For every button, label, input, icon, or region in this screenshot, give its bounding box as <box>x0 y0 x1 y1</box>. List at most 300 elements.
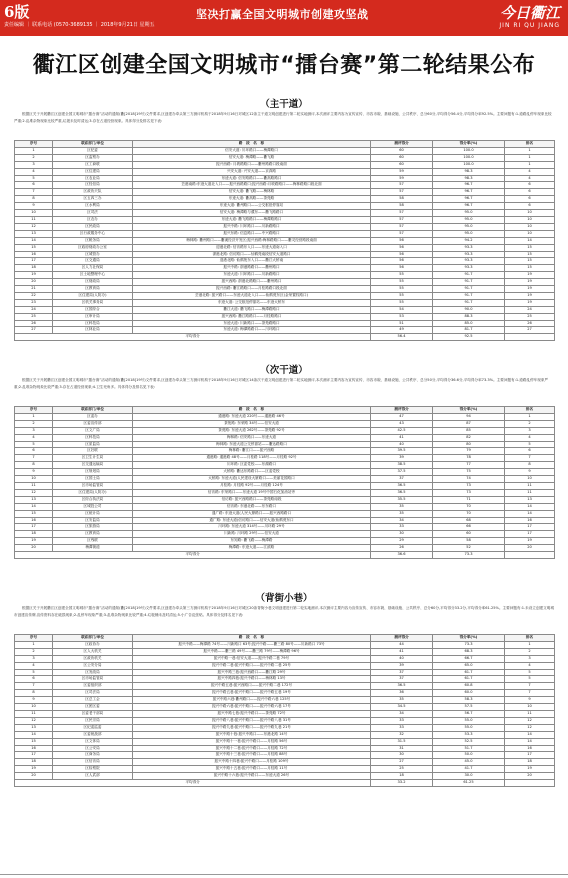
col-score: 47 <box>371 413 433 420</box>
col-rank: 14 <box>505 731 555 738</box>
col-index: 1 <box>15 641 53 648</box>
table-row <box>15 717 555 724</box>
section-intro-back-streets: 根据区关于开展衢江区创建全国文明城市“擂台赛”活动的通知(衢[2018]19号)文件要求,区创建办牵头第三方测评机构于2018年9月16日对城区20条背街小巷文明创建进行第二轮实地测评,本次测评主要内容为宣传宣传、市容市貌、基础设施、公共秩序、总分60分,平均得分33.2分,平均得分率61.25%。主要问题有:1.未设立创建文明城市创建宣传牌,宣传资料存在破损现象;2.乱停车现象严重;3.乱堆杂物现象比较严重;4.垃圾桶未及时清运;5.小广告乱张贴。具体得分及排名见下表: <box>14 606 554 617</box>
col-road: 迎港北路: 信访路东入口——东迹大道南入口 <box>133 244 371 251</box>
col-unit: 区公安局 <box>53 745 133 752</box>
col-road: 芸港南路:东迹大道北入口——振兴西路路口;振兴西路:月坡路路口——梅林路路口段北面 <box>133 182 371 189</box>
col-index: 7 <box>15 455 53 462</box>
col-index: 2 <box>15 648 53 655</box>
col-unit: 区综合执法局 <box>53 496 133 503</box>
average-rank-empty <box>505 552 555 559</box>
col-rate: 41.7 <box>433 766 505 773</box>
col-road: 信访路: 东港北路——东东路口 <box>133 503 371 510</box>
table-row <box>15 147 555 154</box>
col-rate: 52 <box>433 545 505 552</box>
col-rank: 3 <box>505 655 555 662</box>
average-score: 33.2 <box>371 780 433 787</box>
header-col-unit: 联系部门/单位 <box>53 635 133 642</box>
table-row <box>15 697 555 704</box>
col-rate: 81.7 <box>433 327 505 334</box>
col-index: 14 <box>15 731 53 738</box>
col-score: 37.5 <box>371 469 433 476</box>
col-unit: 区园综合 <box>53 306 133 313</box>
col-road: 茶苑路: 东荣路 34号——信安大道 <box>133 420 371 427</box>
col-index: 12 <box>15 489 53 496</box>
table-row <box>15 434 555 441</box>
col-road: 东迹大道: 公交枢纽停靠站——东迹大桥东 <box>133 299 371 306</box>
table-row <box>15 704 555 711</box>
col-index: 12 <box>15 223 53 230</box>
average-rank-empty <box>505 780 555 787</box>
col-rate: 95.0 <box>433 223 505 230</box>
col-rate: 66 <box>433 524 505 531</box>
col-unit: 梅潭街道 <box>53 545 133 552</box>
bottom-rule <box>0 874 568 875</box>
col-unit: 区政府财政办公室 <box>53 244 133 251</box>
col-index: 17 <box>15 524 53 531</box>
col-road: 振兴中路七巷:振兴中路口——茶苑路 72号 <box>133 710 371 717</box>
col-unit: 区妇联 <box>53 448 133 455</box>
col-rate: 93.3 <box>433 265 505 272</box>
col-index: 18 <box>15 531 53 538</box>
col-rank: 25 <box>505 313 555 320</box>
table-row <box>15 524 555 531</box>
table-row <box>15 203 555 210</box>
col-index: 5 <box>15 441 53 448</box>
col-rank: 7 <box>505 683 555 690</box>
col-road: 衢江大道: 衢飞路口——梅潭路路口 <box>133 306 371 313</box>
col-score: 41 <box>371 434 433 441</box>
col-unit: 区城投公司 <box>53 503 133 510</box>
col-score: 60 <box>371 161 433 168</box>
col-rank: 6 <box>505 189 555 196</box>
col-score: 18 <box>371 773 433 780</box>
col-rate: 78 <box>433 455 505 462</box>
col-unit: 区国土局 <box>53 476 133 483</box>
col-index: 4 <box>15 434 53 441</box>
col-index: 18 <box>15 265 53 272</box>
col-score: 33 <box>371 724 433 731</box>
table-row <box>15 462 555 469</box>
col-rate: 96.7 <box>433 189 505 196</box>
col-index: 8 <box>15 690 53 697</box>
col-rank: 14 <box>505 503 555 510</box>
col-rate: 98.3 <box>433 168 505 175</box>
col-rate: 61.7 <box>433 669 505 676</box>
col-unit: 区科技局 <box>53 434 133 441</box>
col-road: 东迹大道: 川新路口——茶苑路路口 <box>133 320 371 327</box>
col-score: 36.5 <box>371 482 433 489</box>
average-label: 平均得分 <box>15 552 371 559</box>
col-rate: 55.0 <box>433 724 505 731</box>
col-score: 55 <box>371 299 433 306</box>
col-rank: 26 <box>505 320 555 327</box>
col-unit: 区总工会 <box>53 697 133 704</box>
col-unit: 区纪委监委 <box>53 724 133 731</box>
col-road: 振兴中路三巷:振兴西路口——衢江路 29号 <box>133 669 371 676</box>
col-rate: 93.3 <box>433 244 505 251</box>
table-row <box>15 230 555 237</box>
average-row <box>15 780 555 787</box>
section-heading-secondary-roads: （次干道） <box>260 365 308 376</box>
col-index: 3 <box>15 161 53 168</box>
col-road: 兴安大道: 兴安大道——京真路 <box>133 168 371 175</box>
col-score: 57 <box>371 223 433 230</box>
table-row <box>15 510 555 517</box>
col-unit: 区监察办 <box>53 154 133 161</box>
col-rate: 90.0 <box>433 306 505 313</box>
col-index: 11 <box>15 710 53 717</box>
col-road: 振兴西路: 衢江路路口——月桂路路口 <box>133 313 371 320</box>
col-index: 9 <box>15 469 53 476</box>
col-rank: 16 <box>505 517 555 524</box>
col-index: 17 <box>15 752 53 759</box>
col-rank: 24 <box>505 306 555 313</box>
header-col-rate: 得分率(%) <box>433 407 505 414</box>
col-rate: 96.7 <box>433 182 505 189</box>
table-row <box>15 168 555 175</box>
table-row <box>15 154 555 161</box>
col-index: 6 <box>15 676 53 683</box>
col-unit: 区审计局 <box>53 313 133 320</box>
header-col-road: 路 段 名 称 <box>133 635 371 642</box>
col-rank: 19 <box>505 299 555 306</box>
col-rate: 60.0 <box>433 690 505 697</box>
col-index: 5 <box>15 669 53 676</box>
table-row <box>15 258 555 265</box>
col-rank: 1 <box>505 147 555 154</box>
header-col-index: 序号 <box>15 407 53 414</box>
col-index: 7 <box>15 683 53 690</box>
col-rate: 58.3 <box>433 697 505 704</box>
table-row <box>15 313 555 320</box>
col-index: 14 <box>15 503 53 510</box>
col-score: 56 <box>371 258 433 265</box>
col-unit: 区规划局 <box>53 469 133 476</box>
col-index: 14 <box>15 237 53 244</box>
col-index: 20 <box>15 773 53 780</box>
col-rank: 20 <box>505 545 555 552</box>
col-rank: 10 <box>505 216 555 223</box>
col-road: 信访路: 东荣路口——东迹大道 19号中国石化加油站旁 <box>133 489 371 496</box>
table-row <box>15 237 555 244</box>
col-score: 39 <box>371 455 433 462</box>
col-road: 梅林路: 东迹大道公交停靠站——衢达路路口 <box>133 441 371 448</box>
col-road: 振兴中路十四巷:振兴中路口——月桂路 109号 <box>133 759 371 766</box>
col-road: 信安大道: 衢飞路——梅林路 <box>133 189 371 196</box>
table-row <box>15 482 555 489</box>
header-col-index: 序号 <box>15 141 53 148</box>
col-unit: 区政协办 <box>53 641 133 648</box>
header-col-rank: 排名 <box>505 407 555 414</box>
col-unit: 区纪委 <box>53 147 133 154</box>
col-rate: 96.7 <box>433 196 505 203</box>
col-unit: 区土地整理中心 <box>53 272 133 279</box>
col-rank: 2 <box>505 420 555 427</box>
col-road: 信访路: 振兴西路路口——茶苑路南段 <box>133 496 371 503</box>
col-road: 信安大道: 梅潭路与濮东——衢飞路路口 <box>133 210 371 217</box>
col-rate: 91.7 <box>433 299 505 306</box>
col-index: 3 <box>15 427 53 434</box>
col-unit: 区委组织部 <box>53 683 133 690</box>
score-table-secondary-roads <box>14 406 555 559</box>
col-rate: 95.0 <box>433 210 505 217</box>
col-rank: 3 <box>505 427 555 434</box>
col-unit: 区人大机关 <box>53 648 133 655</box>
col-rank: 18 <box>505 759 555 766</box>
col-score: 51 <box>371 320 433 327</box>
col-rank: 4 <box>505 434 555 441</box>
col-index: 9 <box>15 697 53 704</box>
col-unit: 区住建局(人防办) <box>53 489 133 496</box>
header-col-rate: 得分率(%) <box>433 141 505 148</box>
col-score: 56 <box>371 237 433 244</box>
col-rank: 6 <box>505 448 555 455</box>
table-row <box>15 648 555 655</box>
col-road: 振兴中路十三巷:振兴中路口——月桂路 88号 <box>133 752 371 759</box>
col-index: 5 <box>15 175 53 182</box>
col-unit: 区城管办 <box>53 251 133 258</box>
col-road: 信安大道: 梅潭路——衢飞路 <box>133 154 371 161</box>
col-unit: 区交通运输局 <box>53 462 133 469</box>
col-unit: 区人力社保局 <box>53 265 133 272</box>
col-road: 东迹大道: 衢高路——茶苑路 <box>133 196 371 203</box>
table-row <box>15 292 555 299</box>
col-rate: 66.7 <box>433 655 505 662</box>
average-row <box>15 552 555 559</box>
col-score: 25 <box>371 766 433 773</box>
col-road: 月桂路: 月桂路 92号——月桂路 124号 <box>133 482 371 489</box>
col-index: 7 <box>15 189 53 196</box>
col-index: 13 <box>15 496 53 503</box>
average-rank-empty <box>505 334 555 341</box>
col-unit: 区民政局 <box>53 223 133 230</box>
col-rank: 1 <box>505 641 555 648</box>
table-row <box>15 299 555 306</box>
col-road: 东迹大道: 衢飞路路口——梅潭路路口 <box>133 216 371 223</box>
col-road: 振兴中路六巷:振兴中路口——振兴中路六巷 17号 <box>133 704 371 711</box>
col-unit: 区委老干部局 <box>53 710 133 717</box>
col-rate: 57.5 <box>433 704 505 711</box>
col-rate: 60.8 <box>433 683 505 690</box>
table-row <box>15 196 555 203</box>
average-rate: 61.25 <box>433 780 505 787</box>
col-rank: 6 <box>505 196 555 203</box>
col-score: 33 <box>371 717 433 724</box>
col-rate: 95.0 <box>433 230 505 237</box>
col-road: 梅林路: 衢州路口——衢溪经济开发区;振兴西路:梅林路路口——衢灵经营路段南面 <box>133 237 371 244</box>
col-score: 42.5 <box>371 427 433 434</box>
col-score: 40 <box>371 441 433 448</box>
col-road: 梅潭路: 东迹大道——江滨路 <box>133 545 371 552</box>
score-table-main-roads <box>14 140 555 341</box>
col-score: 58 <box>371 203 433 210</box>
col-unit: 区质监局 <box>53 441 133 448</box>
col-rank: 10 <box>505 704 555 711</box>
col-index: 4 <box>15 662 53 669</box>
col-score: 57 <box>371 182 433 189</box>
col-rate: 80 <box>433 441 505 448</box>
col-rank: 17 <box>505 531 555 538</box>
col-index: 19 <box>15 538 53 545</box>
col-score: 41 <box>371 648 433 655</box>
table-row <box>15 210 555 217</box>
col-unit: 区商务局 <box>53 752 133 759</box>
col-road: 振兴中路十一巷:振兴中路口——月桂路 56号 <box>133 738 371 745</box>
col-unit: 区旅游局 <box>53 524 133 531</box>
col-score: 36.5 <box>371 683 433 690</box>
table-row <box>15 455 555 462</box>
col-index: 1 <box>15 147 53 154</box>
col-rank: 13 <box>505 496 555 503</box>
col-rate: 93.3 <box>433 251 505 258</box>
col-road: 振兴西路: 浙港北路路口——衢州路口 <box>133 279 371 286</box>
table-row <box>15 545 555 552</box>
col-rate: 79 <box>433 448 505 455</box>
table-row <box>15 538 555 545</box>
table-row <box>15 320 555 327</box>
col-unit: 区行政服务中心 <box>53 230 133 237</box>
col-road: 振兴中路十六巷:振兴中路口——东迹大道 26号 <box>133 773 371 780</box>
col-rank: 15 <box>505 251 555 258</box>
col-rank: 4 <box>505 175 555 182</box>
col-index: 27 <box>15 327 53 334</box>
col-score: 34 <box>371 517 433 524</box>
section-heading-main-roads: （主干道） <box>260 99 308 110</box>
col-rank: 15 <box>505 265 555 272</box>
table-row <box>15 448 555 455</box>
col-score: 33 <box>371 524 433 531</box>
col-score: 55 <box>371 292 433 299</box>
table-row <box>15 773 555 780</box>
col-unit: 区交通局 <box>53 258 133 265</box>
table-row <box>15 420 555 427</box>
col-score: 39.5 <box>371 448 433 455</box>
header-col-score: 测评得分 <box>371 141 433 148</box>
average-label: 平均得分 <box>15 780 371 787</box>
col-rate: 88.3 <box>433 313 505 320</box>
col-rate: 53.3 <box>433 731 505 738</box>
header-col-unit: 联系部门/单位 <box>53 407 133 414</box>
section-heading-back-streets: （背街小巷） <box>255 593 313 604</box>
col-score: 56 <box>371 244 433 251</box>
header-meta: 责任编辑 ｜ 联系电话 (0570-3689135 ｜ 2018年9月21日 星期五 <box>4 22 155 28</box>
col-score: 32 <box>371 731 433 738</box>
col-unit: 区市场监管局 <box>53 676 133 683</box>
section-intro-secondary-roads: 根据区关于开展衢江区创建全国文明城市“擂台赛”活动的通知(衢[2018]19号)文件要求,区创建办牵头第三方测评机构于2018年9月16日对城区14条次干道文明创建进行第二轮实地测评,本次测评主要内容为宣传宣传、市容市貌、基础设施、公共秩序、总分50分,平均得分36.6分,平均得分率73.3%。主要问题有:1.道路乱停车现象严重;2.乱堆杂物现象比较严重;3.存在占道经营现象;4.卫生死角多。具体得分及排名见下表: <box>14 378 549 389</box>
col-unit: 区民宗局 <box>53 717 133 724</box>
col-unit: 区残联 <box>53 538 133 545</box>
col-rank: 9 <box>505 697 555 704</box>
table-row <box>15 738 555 745</box>
table-row <box>15 731 555 738</box>
header-col-rank: 排名 <box>505 141 555 148</box>
col-rate: 87 <box>433 420 505 427</box>
col-rank: 27 <box>505 327 555 334</box>
col-rate: 58 <box>433 538 505 545</box>
col-index: 18 <box>15 759 53 766</box>
col-index: 25 <box>15 313 53 320</box>
col-rate: 82 <box>433 434 505 441</box>
col-index: 17 <box>15 258 53 265</box>
col-index: 3 <box>15 655 53 662</box>
table-row <box>15 662 555 669</box>
col-score: 55 <box>371 286 433 293</box>
average-rate: 92.5 <box>433 334 505 341</box>
col-rank: 14 <box>505 510 555 517</box>
col-rate: 91.7 <box>433 286 505 293</box>
col-road: 振兴西路: 月坡路路口——衢州路路口段南面 <box>133 161 371 168</box>
col-road: 通广路: 东迹大道(信访路口——信安大道(仙鹤苑东口 <box>133 517 371 524</box>
col-rank: 6 <box>505 203 555 210</box>
page-header <box>0 0 568 36</box>
table-row <box>15 175 555 182</box>
table-row <box>15 669 555 676</box>
header-col-unit: 联系部门/单位 <box>53 141 133 148</box>
col-score: 44 <box>371 641 433 648</box>
col-score: 36.5 <box>371 489 433 496</box>
col-rank: 20 <box>505 773 555 780</box>
col-rate: 61.7 <box>433 676 505 683</box>
average-score: 56.4 <box>371 334 433 341</box>
col-index: 24 <box>15 306 53 313</box>
col-rank: 11 <box>505 482 555 489</box>
col-road: 振兴中路六巷:衢州路口——振兴中路六巷 125号 <box>133 697 371 704</box>
table-row <box>15 189 555 196</box>
col-rate: 100.0 <box>433 147 505 154</box>
header-col-score: 测评得分 <box>371 407 433 414</box>
col-rate: 91.7 <box>433 292 505 299</box>
col-index: 26 <box>15 320 53 327</box>
col-rank: 10 <box>505 223 555 230</box>
col-unit: 区委统战部 <box>53 731 133 738</box>
col-score: 57 <box>371 216 433 223</box>
col-rate: 95.0 <box>433 216 505 223</box>
col-rank: 4 <box>505 662 555 669</box>
col-score: 34.5 <box>371 704 433 711</box>
col-rank: 9 <box>505 469 555 476</box>
average-label: 平均得分 <box>15 334 371 341</box>
col-road: 振兴中路一巷:信安大道——振兴中路二巷 79号 <box>133 655 371 662</box>
col-score: 59 <box>371 175 433 182</box>
table-row <box>15 676 555 683</box>
header-col-rate: 得分率(%) <box>433 635 505 642</box>
table-row <box>15 441 555 448</box>
col-road: 振兴中路九巷:振兴中路口——振兴中路九巷 21号 <box>133 724 371 731</box>
col-rate: 45.0 <box>433 759 505 766</box>
header-col-score: 测评得分 <box>371 635 433 642</box>
col-score: 56 <box>371 251 433 258</box>
table-row <box>15 517 555 524</box>
col-rank: 10 <box>505 210 555 217</box>
col-rate: 74 <box>433 476 505 483</box>
col-score: 55 <box>371 279 433 286</box>
col-rate: 100.0 <box>433 154 505 161</box>
col-rank: 1 <box>505 161 555 168</box>
col-rank: 19 <box>505 292 555 299</box>
col-score: 57 <box>371 210 433 217</box>
col-road: 振兴中路五巷:振兴中路口——振兴中路五巷 19号 <box>133 690 371 697</box>
col-unit: 区司法局 <box>53 690 133 697</box>
col-rank: 11 <box>505 710 555 717</box>
col-score: 31.5 <box>371 738 433 745</box>
col-score: 27 <box>371 759 433 766</box>
col-index: 12 <box>15 717 53 724</box>
col-index: 13 <box>15 230 53 237</box>
col-rate: 98.3 <box>433 175 505 182</box>
col-score: 26 <box>371 545 433 552</box>
col-score: 30 <box>371 531 433 538</box>
